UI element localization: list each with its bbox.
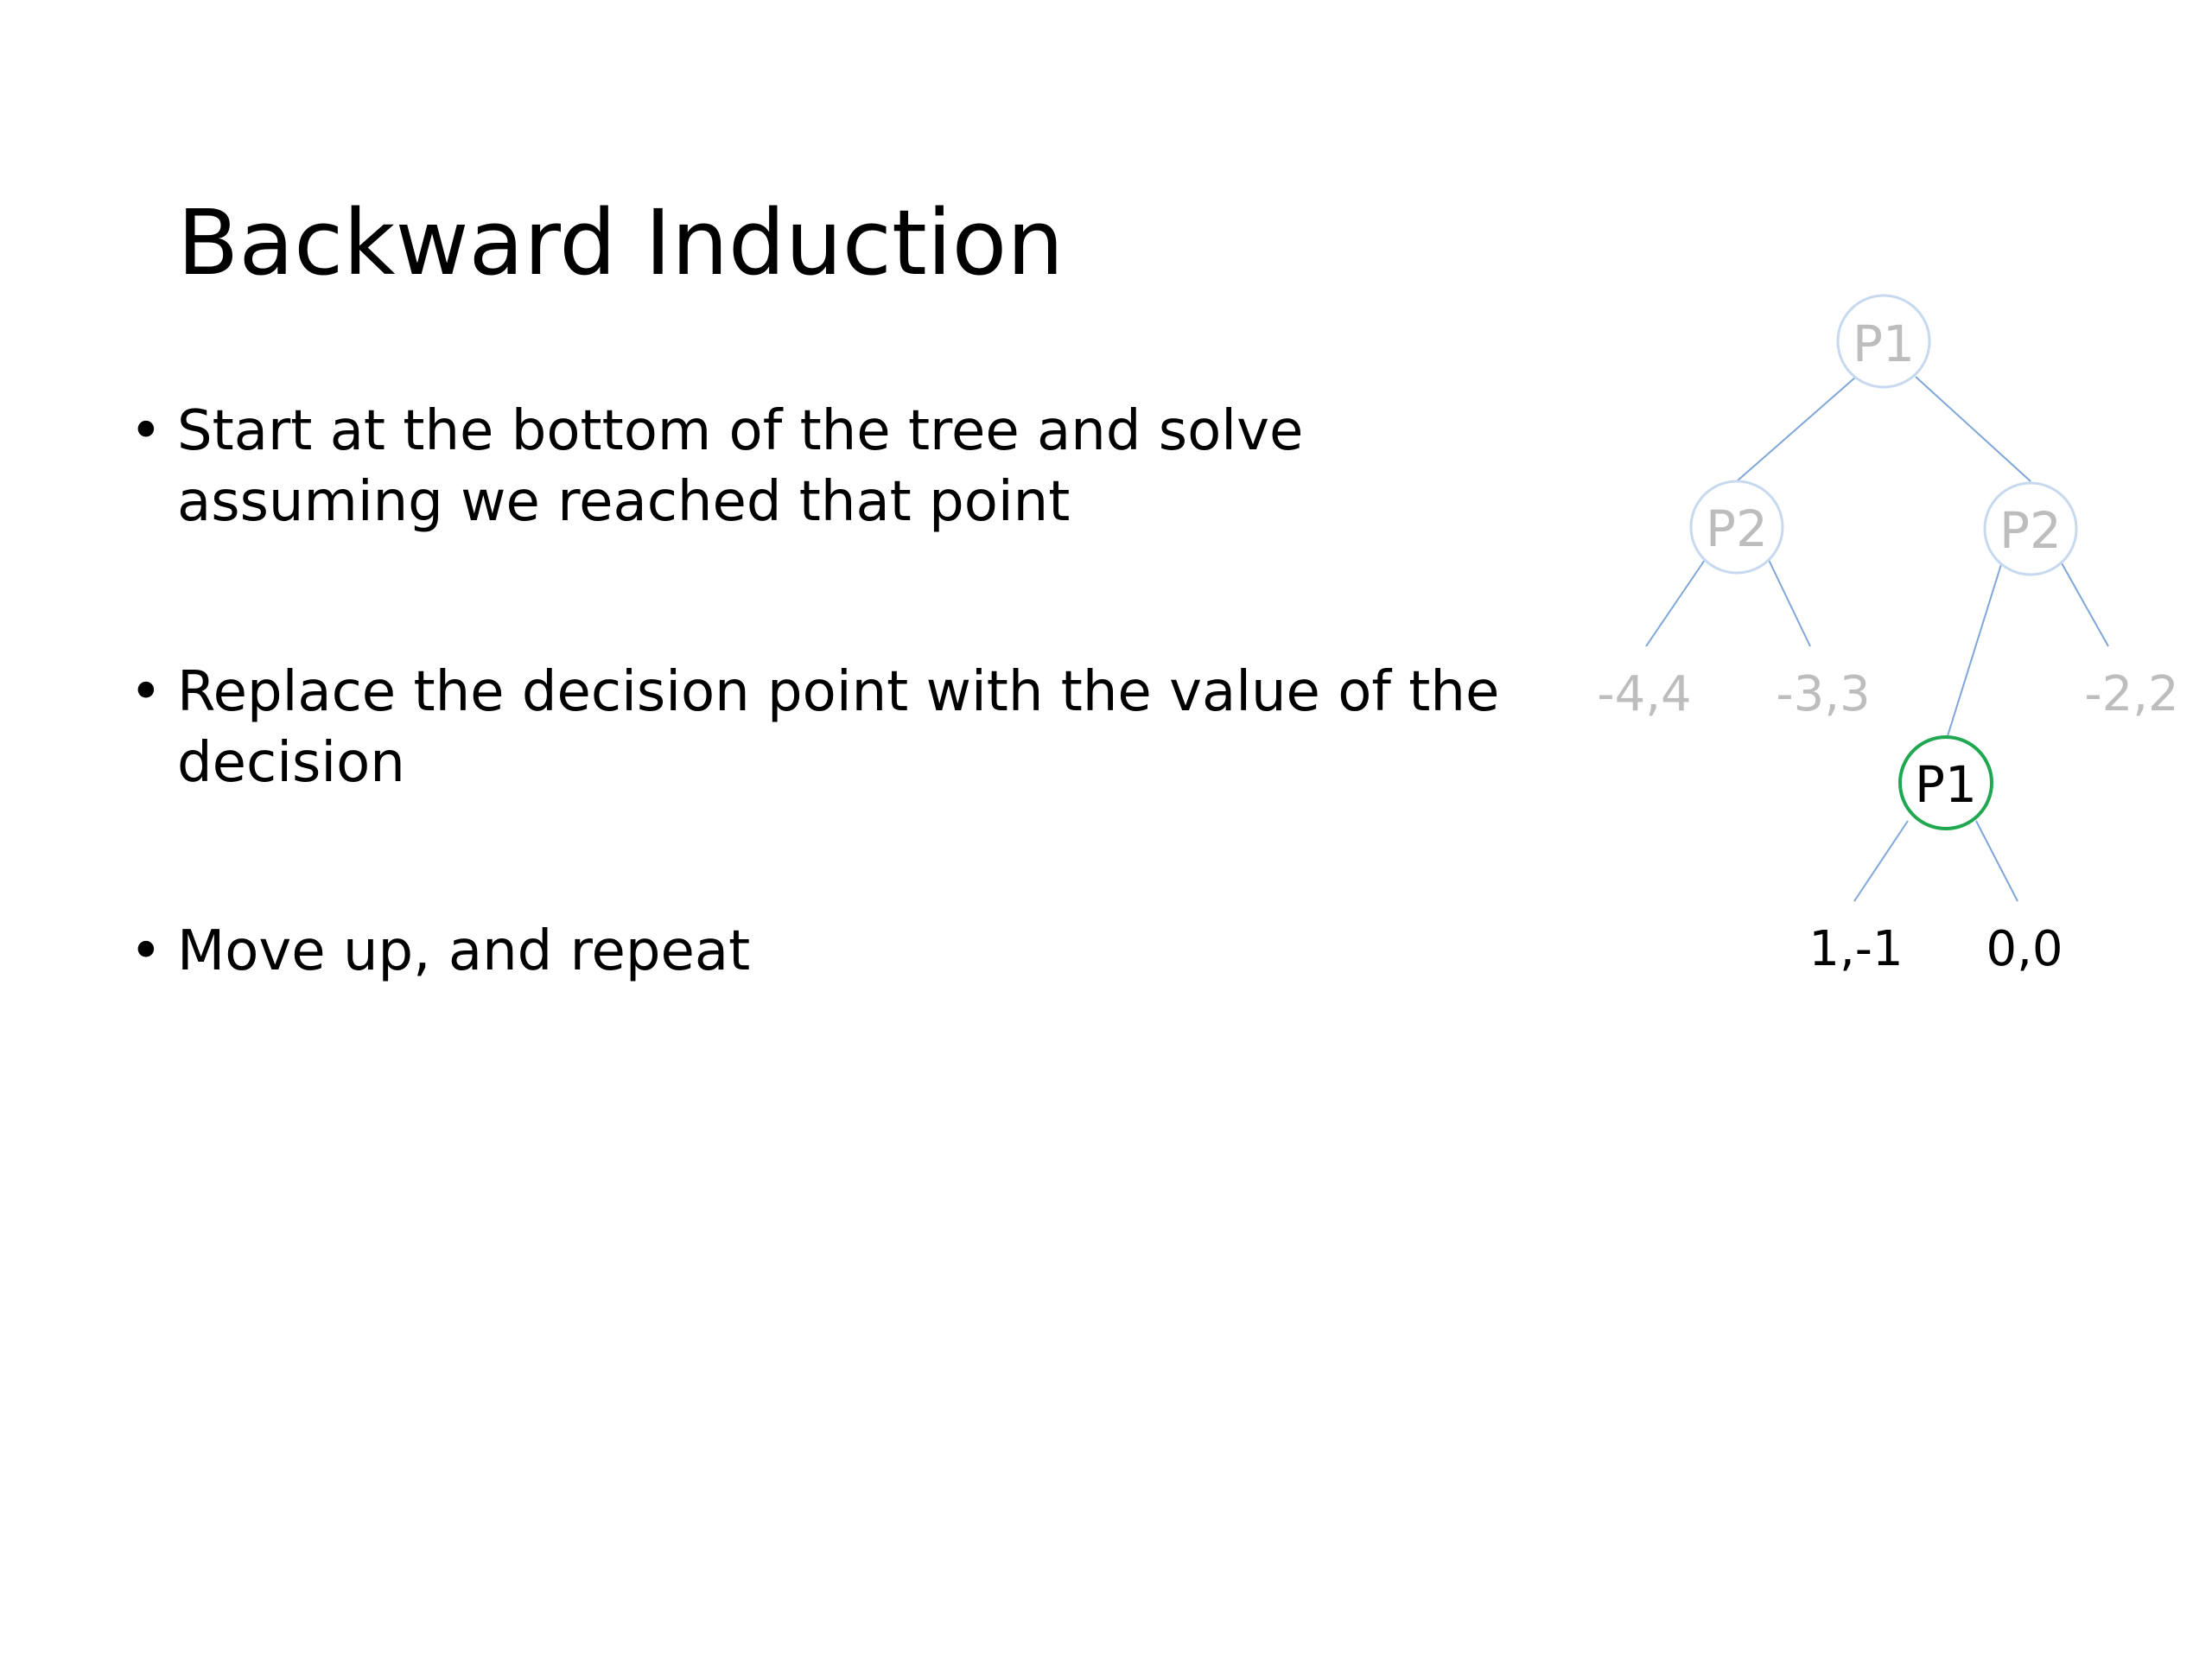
bullet-text: Start at the bottom of the tree and solve assuming we reached that point (177, 399, 1304, 534)
node-left-p2 (1691, 481, 1783, 573)
node-root-label: P1 (1853, 315, 1915, 373)
edge-root-to-right (1916, 377, 2031, 481)
node-left-p2-label: P2 (1706, 499, 1768, 558)
node-root (1838, 296, 1929, 387)
leaf-payoff-rr: -2,2 (2084, 666, 2179, 722)
bullet-marker: • (130, 399, 162, 463)
bullet-text: Replace the decision point with the value of the decision (177, 660, 1500, 795)
slide-title: Backward Induction (177, 190, 1065, 296)
edge-active-to-left (1854, 821, 1908, 901)
bullet-marker: • (130, 919, 162, 983)
tree-edges (1646, 377, 2108, 901)
bullet-text: Move up, and repeat (177, 919, 751, 983)
edge-right-to-rr (2061, 562, 2108, 646)
leaf-payoff-active-left: 1,-1 (1808, 921, 1904, 977)
edge-root-to-left (1737, 377, 1856, 481)
leaf-payoff-lr: -3,3 (1776, 666, 1871, 722)
bullet-marker: • (130, 660, 162, 724)
node-right-p2 (1985, 483, 2076, 575)
node-active-p1 (1900, 737, 1992, 829)
node-right-p2-label: P2 (1999, 501, 2062, 560)
edge-active-to-right (1976, 821, 2018, 901)
leaf-payoff-ll: -4,4 (1597, 666, 1692, 722)
edge-left-to-lr (1769, 560, 1810, 646)
leaf-payoff-active-right: 0,0 (1986, 921, 2063, 977)
edge-left-to-ll (1646, 560, 1705, 646)
node-active-p1-label: P1 (1915, 755, 1977, 814)
edge-right-to-active (1947, 562, 2002, 739)
